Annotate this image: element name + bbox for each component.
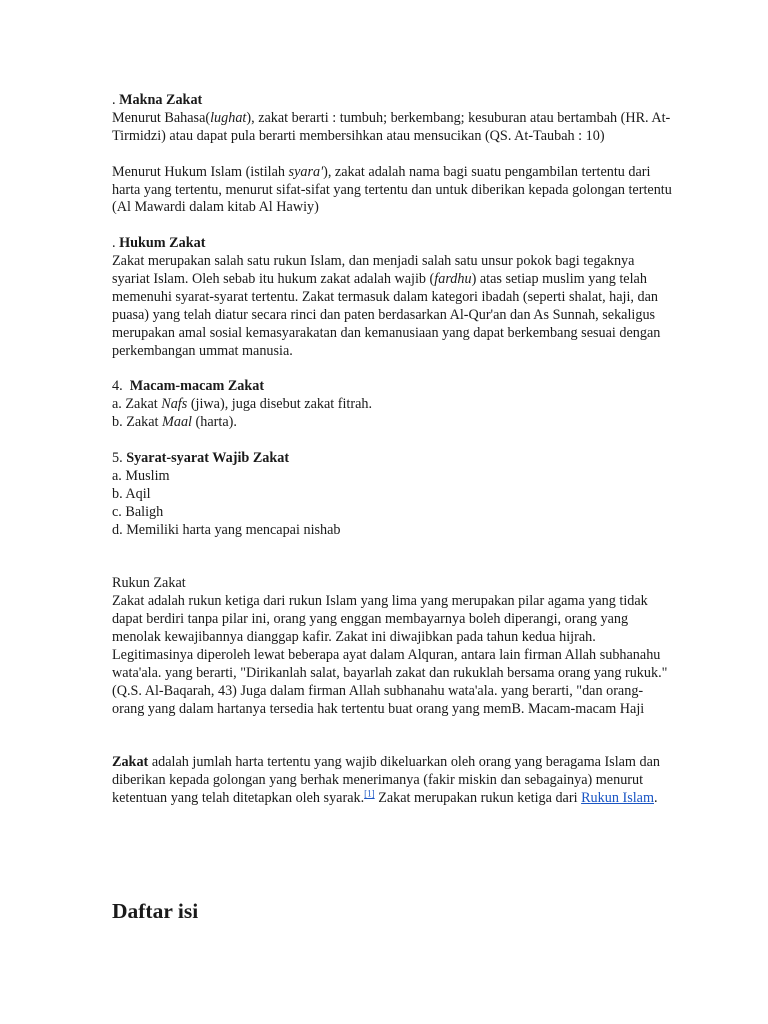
- heading-title: Macam-macam Zakat: [129, 378, 265, 395]
- document-body: [112, 92, 672, 808]
- rukun-islam-link[interactable]: Rukun Islam: [581, 790, 654, 807]
- syarat-item: c. Baligh: [112, 503, 164, 520]
- section-syarat-heading: [112, 450, 672, 468]
- syarat-item: d. Memiliki harta yang mencapai nishab: [112, 521, 341, 538]
- text-run: (harta).: [191, 414, 237, 431]
- hukum-paragraph: [112, 253, 672, 360]
- heading-title: Hukum Zakat: [119, 235, 206, 252]
- text-run: a. Zakat: [112, 396, 162, 413]
- section-macam-heading: [112, 378, 672, 396]
- italic-term: lughat: [210, 109, 247, 126]
- heading-title: Makna Zakat: [119, 92, 203, 108]
- syarat-item: b. Aqil: [112, 485, 151, 502]
- spacer: [112, 146, 672, 164]
- italic-term: Nafs: [161, 396, 188, 413]
- spacer: [112, 432, 672, 450]
- spacer: [112, 361, 672, 379]
- text-run: Menurut Hukum Islam (istilah: [112, 163, 289, 180]
- text-run: .: [653, 790, 658, 807]
- footnote-ref[interactable]: [364, 789, 375, 799]
- heading-prefix: 5.: [112, 450, 127, 467]
- text-run: adalah jumlah harta tertentu yang wajib dikeluarkan oleh orang yang beragama Islam dan diberikan kepada golongan yang berhak menerimanya (fakir miskin dan sebagainya) menurut ketentuan yang telah ditetapkan oleh syarak.: [112, 754, 660, 807]
- heading-prefix: .: [112, 92, 120, 108]
- spacer: [112, 719, 672, 755]
- macam-item-b: [112, 414, 672, 432]
- text-run: (jiwa), juga disebut zakat fitrah.: [187, 396, 373, 413]
- text-run: ) atas setiap muslim yang telah memenuhi syarat-syarat tertentu. Zakat termasuk dalam kategori ibadah (seperti shalat, haji, dan puasa) yang telah diatur secara rinci dan paten berdasarkan Al-Qur'an dan As Sunnah, sekaligus merupakan amal sosial kemasyarakatan dan kemanusiaan yang dapat berkembang sesuai dengan perkembangan ummat manusia.: [112, 271, 661, 359]
- section-makna-heading: [112, 92, 672, 110]
- section-hukum-heading: [112, 235, 672, 253]
- text-run: ), zakat berarti : tumbuh; berkembang; kesuburan atau bertambah (HR. At-Tirmidzi) atau dapat pula berarti membersihkan atau mensucikan (QS. At-Taubah : 10): [112, 109, 671, 144]
- toc-heading: Daftar isi: [112, 899, 199, 923]
- text-run: Zakat merupakan rukun ketiga dari: [374, 790, 582, 807]
- makna-paragraph-bahasa: [112, 110, 672, 146]
- spacer: [112, 540, 672, 576]
- rukun-paragraph-2: Legitimasinya diperoleh lewat beberapa ayat dalam Alquran, antara lain firman Allah subhanahu wata'ala. yang berarti, "Dirikanlah salat, bayarlah zakat dan rukuklah bersama orang yang rukuk." (Q.S. Al-Baqarah, 43) Juga dalam firman Allah subhanahu wata'ala. yang berarti, "dan orang-orang yang dalam hartanya tersedia hak tertentu buat orang yang memB. Macam-macam Haji: [112, 647, 668, 717]
- rukun-paragraph-1: Zakat adalah rukun ketiga dari rukun Islam yang lima yang merupakan pilar agama yang tidak dapat berdiri tanpa pilar ini, orang yang enggan membayarnya boleh diperangi, orang yang menolak kewajibannya dianggap kafir. Zakat ini diwajibkan pada tahun kedua hijrah.: [112, 593, 648, 646]
- bold-term: Zakat: [112, 754, 149, 771]
- heading-prefix: 4.: [112, 378, 130, 395]
- text-run: Menurut Bahasa(: [112, 109, 211, 126]
- heading-title: Syarat-syarat Wajib Zakat: [126, 450, 290, 467]
- syarat-item: a. Muslim: [112, 467, 170, 484]
- footnote-link[interactable]: [1]: [364, 788, 375, 799]
- italic-term: syara': [288, 163, 324, 180]
- text-run: ), zakat adalah nama bagi suatu pengambilan tertentu dari harta yang tertentu, menurut sifat-sifat yang tertentu dan untuk diberikan kepada golongan tertentu (Al Mawardi dalam kitab Al Hawiy): [112, 163, 672, 216]
- makna-paragraph-hukum-islam: [112, 164, 672, 218]
- italic-term: Maal: [162, 414, 192, 431]
- section-rukun-heading: Rukun Zakat: [112, 575, 186, 592]
- macam-item-a: [112, 396, 672, 414]
- heading-prefix: .: [112, 235, 120, 252]
- spacer: [112, 217, 672, 235]
- text-run: Zakat merupakan salah satu rukun Islam, dan menjadi salah satu unsur pokok bagi tegaknya syariat Islam. Oleh sebab itu hukum zakat adalah wajib (: [112, 253, 635, 288]
- italic-term: fardhu: [434, 271, 472, 288]
- wiki-intro-paragraph: [112, 754, 672, 808]
- text-run: b. Zakat: [112, 414, 163, 431]
